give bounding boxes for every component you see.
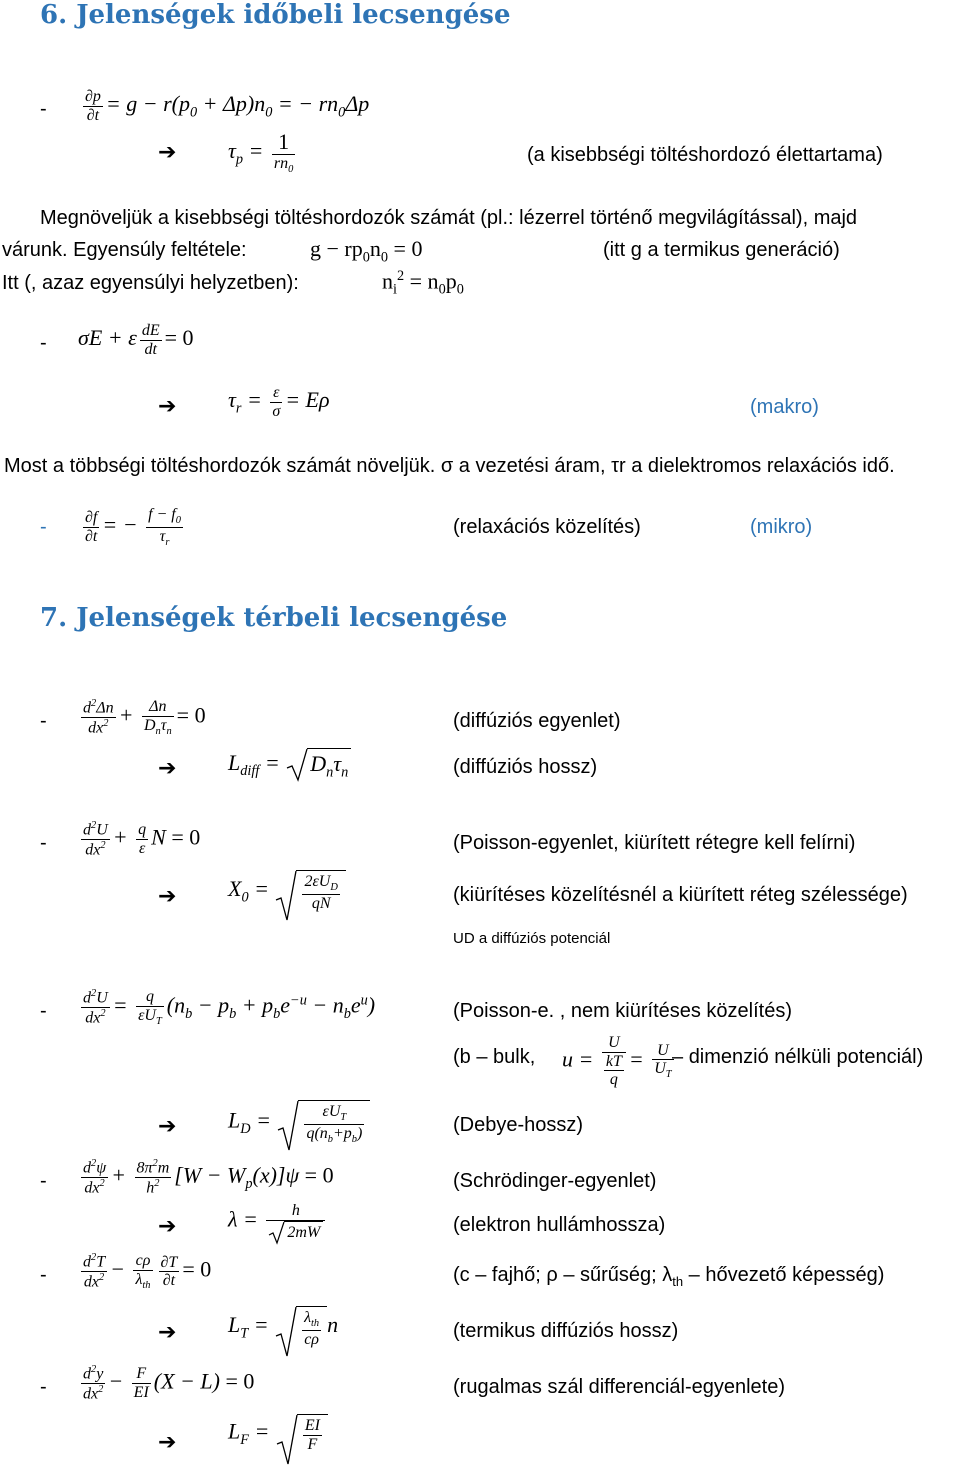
arrow-icon: ➔ [158,1114,177,1139]
equation-ldiff: $L_{diff}$ = $D_n\tau_n$ [228,748,351,781]
equation-relaxation: $\frac{\partial f}{\partial t}$ = − $\frac{f - f_0}{\tau_r}$ [85,506,181,548]
equation-u: u = $\frac{U}{\frac{kT}{q}}$ = $\frac{U}{U_T}$ [562,1034,672,1089]
equation-wavelength: λ = $\frac{h}{2mW}$ [228,1202,328,1241]
note-relaxation: (relaxációs közelítés) [453,516,641,538]
note-depletion-width: (kiürítéses közelítésnél a kiürített réteg szélessége) [453,884,908,906]
equation-debye: $L_D$ = $\frac{\varepsilon U_T}{q(n_b+p_b)}$ [228,1100,370,1145]
arrow-icon: ➔ [158,1320,177,1345]
paragraph-equilibrium: Itt (, azaz egyensúlyi helyzetben): [2,272,299,294]
note-bulk-prefix: (b – bulk, [453,1046,536,1068]
equation-continuity: $\frac{\partial p}{\partial t}$ = $g - r(p_0 + \Delta p)n_0$ = − $rn_0\Delta p$ [85,88,370,124]
note-thermal-generation: (itt g a termikus generáció) [603,239,840,261]
note-lifetime: (a kisebbségi töltéshordozó élettartama) [527,144,883,166]
note-elastic: (rugalmas szál differenciál-egyenlete) [453,1376,786,1398]
equation-ni: $n_i^2 = n_0p_0$ [382,268,464,298]
equation-thermal-length: $L_T$ = $\frac{\lambda_{th}}{c\rho}$ n [228,1306,338,1348]
equation-dielectric: σE + ε $\frac{dE}{dt}$ = 0 [78,322,194,358]
note-diffusion-eq: (diffúziós egyenlet) [453,710,621,732]
section-7-title: 7. Jelenségek térbeli lecsengése [40,603,508,633]
equation-elastic: $\frac{d^2y}{dx^2}$ − $\frac{F}{EI}$ (X − L) = 0 [83,1364,255,1403]
bullet-dash: - [40,1376,47,1398]
note-diffusion-length: (diffúziós hossz) [453,756,598,778]
note-mikro: (mikro) [750,516,813,538]
bullet-dash: - [40,1170,47,1192]
arrow-icon: ➔ [158,140,177,165]
paragraph-majority: Most a többségi töltéshordozók számát növeljük. σ a vezetési áram, τr a dielektromos relaxációs idő. [4,455,895,477]
bullet-dash: - [40,1264,47,1286]
bullet-dash: - [40,832,47,854]
arrow-icon: ➔ [158,1430,177,1455]
equation-poisson: $\frac{d^2U}{dx^2}$ + $\frac{q}{\varepsilon}$ N = 0 [83,820,201,859]
note-thermal-length: (termikus diffúziós hossz) [453,1320,679,1342]
arrow-icon: ➔ [158,394,177,419]
section-6-title: 6. Jelenségek időbeli lecsengése [40,0,511,30]
equation-lf: $L_F$ = $\frac{EI}{F}$ [228,1414,328,1453]
arrow-icon: ➔ [158,756,177,781]
paragraph-line-1: Megnöveljük a kisebbségi töltéshordozók számát (pl.: lézerrel történő megvilágítással), majd [40,207,858,229]
note-makro: (makro) [750,396,819,418]
note-poisson: (Poisson-egyenlet, kiürített rétegre kell felírni) [453,832,856,854]
equation-x0: $X_0$ = $\frac{2\varepsilon U_D}{qN}$ [228,870,346,912]
arrow-icon: ➔ [158,1214,177,1239]
note-dimensionless: – dimenzió nélküli potenciál) [672,1046,924,1068]
bullet-dash: - [40,710,47,732]
bullet-dash: - [40,98,47,120]
equation-tau-r: $\tau_r$ = $\frac{\varepsilon}{\sigma}$ = Eρ [228,384,330,420]
equation-schrodinger: $\frac{d^2\psi}{dx^2}$ + $\frac{8\pi^2m}{h^2}$ $[W - W_p(x)]\psi = 0$ [83,1158,334,1197]
note-schrodinger: (Schrödinger-egyenlet) [453,1170,657,1192]
equation-tau-p: $\tau_p$ = $\frac{1}{rn_0}$ [228,129,294,176]
note-heat: (c – fajhő; ρ – sűrűség; $\lambda_{th}$ – hővezető képesség) [453,1264,885,1289]
bullet-dash: - [40,516,47,538]
note-poisson-nondepletion: (Poisson-e. , nem kiürítéses közelítés) [453,1000,793,1022]
equation-heat: $\frac{d^2T}{dx^2}$ − $\frac{c\rho}{\lambda_{th}}$ $\frac{\partial T}{\partial t}$ = 0 [83,1252,212,1291]
bullet-dash: - [40,1000,47,1022]
arrow-icon: ➔ [158,884,177,909]
bullet-dash: - [40,332,47,354]
paragraph-line-2: várunk. Egyensúly feltétele: [2,239,247,261]
equation-poisson-full: $\frac{d^2U}{dx^2}$ = $\frac{q}{\varepsilon U_T}$ $(n_b - p_b + p_be^{-u} - n_be^u)$ [83,988,376,1027]
note-wavelength: (elektron hullámhossza) [453,1214,666,1236]
note-diffusion-potential: UD a diffúziós potenciál [453,930,611,947]
note-debye: (Debye-hossz) [453,1114,584,1136]
equation-equilibrium: $g - rp_0n_0 = 0$ [310,236,423,266]
equation-diffusion: $\frac{d^2\Delta n}{dx^2}$ + $\frac{\Delta n}{D_n\tau_n}$ = 0 [83,698,206,737]
